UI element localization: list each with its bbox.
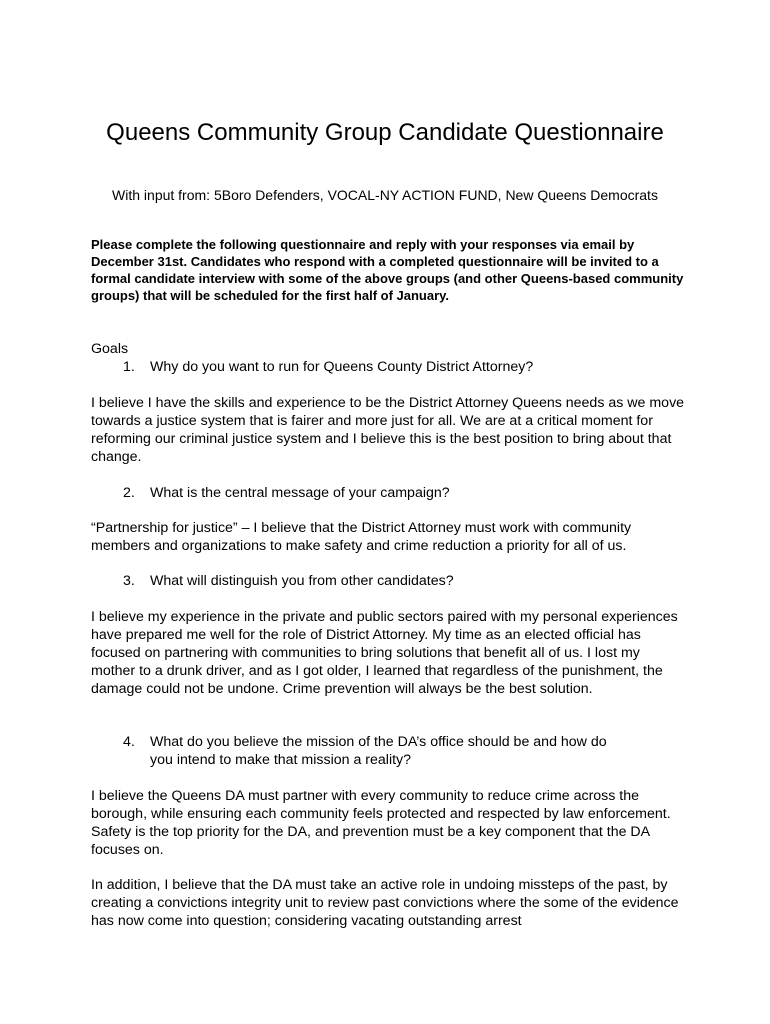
question-1-number: 1. <box>123 359 135 375</box>
answer-1: I believe I have the skills and experience to be the District Attorney Queens needs as we move towards a justice system that is fairer and more just for all. We are at a critical moment for reforming our criminal justice system and I believe this is the best position to bring about that change. <box>91 395 685 465</box>
question-2-number: 2. <box>123 485 135 501</box>
instructions-paragraph: Please complete the following questionnaire and reply with your responses via email by December 31st. Candidates who respond with a completed questionnaire will be invited to a formal candidate interview with some of the above groups (and other Queens-based community groups) that will be scheduled for the first half of January. <box>91 237 684 303</box>
question-3-text: What will distinguish you from other candidates? <box>150 573 454 589</box>
answer-4-paragraph-1: I believe the Queens DA must partner with every community to reduce crime across the borough, while ensuring each community feels protected and respected by law enforcement. Safety is the top priority for the DA, and prevention must be a key component that the DA focuses on. <box>91 788 671 858</box>
question-1-text: Why do you want to run for Queens County District Attorney? <box>150 359 534 375</box>
answer-4-paragraph-2: In addition, I believe that the DA must take an active role in undoing missteps of the past, by creating a convictions integrity unit to review past convictions where the some of the evidence has now come into question; considering vacating outstanding arrest <box>91 877 679 929</box>
question-4-text: What do you believe the mission of the DA’s office should be and how do you intend to make that mission a reality? <box>150 734 607 768</box>
question-3 <box>91 572 686 590</box>
question-2-text: What is the central message of your campaign? <box>150 485 450 501</box>
question-4-number: 4. <box>123 734 135 750</box>
answer-3: I believe my experience in the private and public sectors paired with my personal experiences have prepared me well for the role of District Attorney. My time as an elected official has focused on partnering with communities to bring solutions that benefit all of us. I lost my mother to a drunk driver, and as I got older, I learned that regardless of the punishment, the damage could not be undone. Crime prevention will always be the best solution. <box>91 609 678 697</box>
answer-2: “Partnership for justice” – I believe that the District Attorney must work with community members and organizations to make safety and crime reduction a priority for all of us. <box>91 520 632 554</box>
document-title: Queens Community Group Candidate Questionnaire <box>106 119 664 146</box>
question-4 <box>91 733 686 769</box>
question-3-number: 3. <box>123 573 135 589</box>
document-subtitle: With input from: 5Boro Defenders, VOCAL-NY ACTION FUND, New Queens Democrats <box>112 187 658 203</box>
section-heading-goals: Goals <box>91 341 129 357</box>
question-1 <box>91 358 686 376</box>
question-2 <box>91 484 686 502</box>
